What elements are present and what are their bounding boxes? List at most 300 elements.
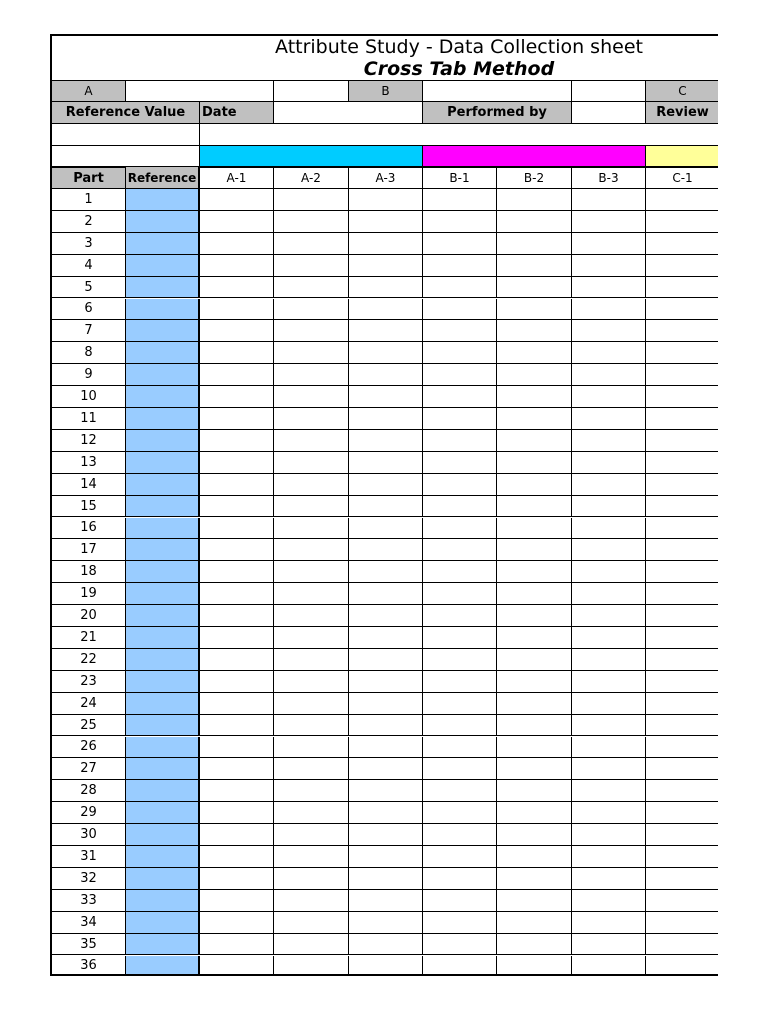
trial-cell[interactable]	[572, 299, 646, 321]
trial-cell[interactable]	[572, 474, 646, 496]
trial-cell[interactable]	[200, 605, 274, 627]
trial-cell[interactable]	[646, 605, 718, 627]
trial-cell[interactable]	[646, 561, 718, 583]
trial-cell[interactable]	[200, 233, 274, 255]
trial-cell[interactable]	[423, 846, 497, 868]
trial-cell[interactable]	[572, 627, 646, 649]
trial-cell[interactable]	[423, 934, 497, 956]
reference-cell[interactable]	[126, 912, 200, 934]
reference-cell[interactable]	[126, 474, 200, 496]
trial-cell[interactable]	[572, 518, 646, 540]
trial-cell[interactable]	[200, 277, 274, 299]
trial-cell[interactable]	[274, 758, 349, 780]
trial-cell[interactable]	[572, 934, 646, 956]
trial-cell[interactable]	[646, 255, 718, 277]
trial-cell[interactable]	[497, 934, 572, 956]
trial-cell[interactable]	[423, 693, 497, 715]
reference-cell[interactable]	[126, 868, 200, 890]
trial-cell[interactable]	[572, 255, 646, 277]
trial-cell[interactable]	[572, 496, 646, 518]
trial-cell[interactable]	[274, 868, 349, 890]
trial-cell[interactable]	[349, 539, 423, 561]
date-field[interactable]	[274, 102, 423, 124]
trial-cell[interactable]	[423, 386, 497, 408]
trial-cell[interactable]	[497, 277, 572, 299]
trial-cell[interactable]	[497, 758, 572, 780]
trial-cell[interactable]	[646, 539, 718, 561]
reference-cell[interactable]	[126, 277, 200, 299]
trial-cell[interactable]	[349, 255, 423, 277]
trial-cell[interactable]	[200, 583, 274, 605]
trial-cell[interactable]	[349, 671, 423, 693]
trial-cell[interactable]	[274, 693, 349, 715]
trial-cell[interactable]	[497, 408, 572, 430]
trial-cell[interactable]	[349, 386, 423, 408]
trial-cell[interactable]	[200, 780, 274, 802]
reference-cell[interactable]	[126, 583, 200, 605]
trial-cell[interactable]	[200, 189, 274, 211]
trial-cell[interactable]	[423, 802, 497, 824]
trial-cell[interactable]	[572, 364, 646, 386]
trial-cell[interactable]	[274, 408, 349, 430]
trial-cell[interactable]	[646, 802, 718, 824]
reference-cell[interactable]	[126, 408, 200, 430]
trial-cell[interactable]	[349, 408, 423, 430]
trial-cell[interactable]	[200, 386, 274, 408]
reference-cell[interactable]	[126, 758, 200, 780]
trial-cell[interactable]	[274, 299, 349, 321]
trial-cell[interactable]	[646, 452, 718, 474]
trial-cell[interactable]	[274, 649, 349, 671]
reference-cell[interactable]	[126, 255, 200, 277]
trial-cell[interactable]	[349, 934, 423, 956]
trial-cell[interactable]	[274, 518, 349, 540]
trial-cell[interactable]	[200, 868, 274, 890]
performed-by-field[interactable]	[572, 102, 646, 124]
trial-cell[interactable]	[646, 518, 718, 540]
trial-cell[interactable]	[572, 802, 646, 824]
trial-cell[interactable]	[572, 211, 646, 233]
trial-cell[interactable]	[423, 583, 497, 605]
trial-cell[interactable]	[497, 211, 572, 233]
trial-cell[interactable]	[423, 956, 497, 977]
trial-cell[interactable]	[200, 649, 274, 671]
trial-cell[interactable]	[646, 758, 718, 780]
trial-cell[interactable]	[423, 496, 497, 518]
trial-cell[interactable]	[572, 342, 646, 364]
trial-cell[interactable]	[497, 780, 572, 802]
trial-cell[interactable]	[646, 386, 718, 408]
trial-cell[interactable]	[646, 715, 718, 737]
reference-cell[interactable]	[126, 737, 200, 759]
trial-cell[interactable]	[274, 671, 349, 693]
trial-cell[interactable]	[646, 693, 718, 715]
trial-cell[interactable]	[349, 890, 423, 912]
reference-cell[interactable]	[126, 518, 200, 540]
trial-cell[interactable]	[497, 956, 572, 977]
trial-cell[interactable]	[200, 430, 274, 452]
trial-cell[interactable]	[274, 452, 349, 474]
trial-cell[interactable]	[423, 364, 497, 386]
trial-cell[interactable]	[274, 583, 349, 605]
trial-cell[interactable]	[572, 671, 646, 693]
trial-cell[interactable]	[423, 671, 497, 693]
trial-cell[interactable]	[646, 342, 718, 364]
trial-cell[interactable]	[572, 320, 646, 342]
trial-cell[interactable]	[200, 956, 274, 977]
trial-cell[interactable]	[497, 583, 572, 605]
trial-cell[interactable]	[572, 189, 646, 211]
trial-cell[interactable]	[497, 518, 572, 540]
trial-cell[interactable]	[200, 715, 274, 737]
trial-cell[interactable]	[349, 364, 423, 386]
trial-cell[interactable]	[497, 430, 572, 452]
trial-cell[interactable]	[274, 890, 349, 912]
trial-cell[interactable]	[572, 561, 646, 583]
trial-cell[interactable]	[349, 737, 423, 759]
reference-cell[interactable]	[126, 802, 200, 824]
trial-cell[interactable]	[497, 364, 572, 386]
trial-cell[interactable]	[200, 671, 274, 693]
trial-cell[interactable]	[646, 868, 718, 890]
reference-cell[interactable]	[126, 715, 200, 737]
reference-cell[interactable]	[126, 671, 200, 693]
trial-cell[interactable]	[423, 561, 497, 583]
trial-cell[interactable]	[274, 539, 349, 561]
trial-cell[interactable]	[349, 299, 423, 321]
trial-cell[interactable]	[572, 430, 646, 452]
trial-cell[interactable]	[646, 934, 718, 956]
trial-cell[interactable]	[349, 320, 423, 342]
trial-cell[interactable]	[274, 802, 349, 824]
trial-cell[interactable]	[572, 452, 646, 474]
trial-cell[interactable]	[646, 671, 718, 693]
trial-cell[interactable]	[423, 715, 497, 737]
trial-cell[interactable]	[646, 496, 718, 518]
trial-cell[interactable]	[423, 255, 497, 277]
trial-cell[interactable]	[497, 320, 572, 342]
reference-cell[interactable]	[126, 780, 200, 802]
trial-cell[interactable]	[423, 299, 497, 321]
trial-cell[interactable]	[349, 780, 423, 802]
trial-cell[interactable]	[200, 802, 274, 824]
trial-cell[interactable]	[349, 452, 423, 474]
trial-cell[interactable]	[572, 780, 646, 802]
trial-cell[interactable]	[274, 912, 349, 934]
trial-cell[interactable]	[646, 233, 718, 255]
trial-cell[interactable]	[497, 737, 572, 759]
trial-cell[interactable]	[497, 649, 572, 671]
trial-cell[interactable]	[423, 758, 497, 780]
reference-cell[interactable]	[126, 386, 200, 408]
trial-cell[interactable]	[646, 627, 718, 649]
trial-cell[interactable]	[423, 430, 497, 452]
trial-cell[interactable]	[572, 846, 646, 868]
trial-cell[interactable]	[274, 846, 349, 868]
trial-cell[interactable]	[423, 627, 497, 649]
appraiser-a-extra-field[interactable]	[274, 80, 349, 102]
reference-cell[interactable]	[126, 320, 200, 342]
trial-cell[interactable]	[497, 386, 572, 408]
reference-cell[interactable]	[126, 693, 200, 715]
trial-cell[interactable]	[200, 496, 274, 518]
trial-cell[interactable]	[349, 211, 423, 233]
trial-cell[interactable]	[572, 956, 646, 977]
appraiser-a-name-field[interactable]	[126, 80, 274, 102]
reference-cell[interactable]	[126, 342, 200, 364]
trial-cell[interactable]	[349, 474, 423, 496]
trial-cell[interactable]	[423, 342, 497, 364]
reference-cell[interactable]	[126, 605, 200, 627]
trial-cell[interactable]	[200, 364, 274, 386]
trial-cell[interactable]	[200, 299, 274, 321]
trial-cell[interactable]	[349, 605, 423, 627]
trial-cell[interactable]	[274, 364, 349, 386]
trial-cell[interactable]	[274, 430, 349, 452]
trial-cell[interactable]	[572, 539, 646, 561]
trial-cell[interactable]	[497, 627, 572, 649]
trial-cell[interactable]	[423, 649, 497, 671]
trial-cell[interactable]	[646, 277, 718, 299]
trial-cell[interactable]	[349, 189, 423, 211]
reference-cell[interactable]	[126, 934, 200, 956]
trial-cell[interactable]	[497, 868, 572, 890]
trial-cell[interactable]	[572, 583, 646, 605]
trial-cell[interactable]	[497, 802, 572, 824]
trial-cell[interactable]	[497, 452, 572, 474]
trial-cell[interactable]	[200, 342, 274, 364]
reference-cell[interactable]	[126, 649, 200, 671]
reference-cell[interactable]	[126, 824, 200, 846]
trial-cell[interactable]	[349, 956, 423, 977]
trial-cell[interactable]	[572, 715, 646, 737]
trial-cell[interactable]	[497, 890, 572, 912]
trial-cell[interactable]	[423, 605, 497, 627]
trial-cell[interactable]	[646, 211, 718, 233]
trial-cell[interactable]	[572, 912, 646, 934]
trial-cell[interactable]	[497, 715, 572, 737]
trial-cell[interactable]	[274, 189, 349, 211]
trial-cell[interactable]	[572, 693, 646, 715]
reference-cell[interactable]	[126, 233, 200, 255]
trial-cell[interactable]	[646, 956, 718, 977]
trial-cell[interactable]	[200, 255, 274, 277]
trial-cell[interactable]	[274, 386, 349, 408]
trial-cell[interactable]	[572, 868, 646, 890]
trial-cell[interactable]	[349, 693, 423, 715]
trial-cell[interactable]	[349, 342, 423, 364]
trial-cell[interactable]	[349, 868, 423, 890]
trial-cell[interactable]	[646, 320, 718, 342]
trial-cell[interactable]	[200, 693, 274, 715]
reference-cell[interactable]	[126, 364, 200, 386]
trial-cell[interactable]	[200, 408, 274, 430]
reference-cell[interactable]	[126, 627, 200, 649]
part-number: 22	[52, 649, 126, 671]
trial-cell[interactable]	[200, 561, 274, 583]
trial-cell[interactable]	[572, 605, 646, 627]
trial-cell[interactable]	[349, 627, 423, 649]
trial-cell[interactable]	[200, 539, 274, 561]
trial-cell[interactable]	[423, 408, 497, 430]
trial-cell[interactable]	[274, 255, 349, 277]
part-number: 28	[52, 780, 126, 802]
trial-cell[interactable]	[497, 671, 572, 693]
trial-cell[interactable]	[423, 539, 497, 561]
trial-cell[interactable]	[200, 474, 274, 496]
trial-cell[interactable]	[497, 846, 572, 868]
trial-cell[interactable]	[200, 758, 274, 780]
reference-cell[interactable]	[126, 956, 200, 977]
trial-cell[interactable]	[423, 518, 497, 540]
trial-cell[interactable]	[497, 233, 572, 255]
trial-cell[interactable]	[572, 824, 646, 846]
trial-cell[interactable]	[497, 189, 572, 211]
trial-cell[interactable]	[423, 737, 497, 759]
trial-cell[interactable]	[423, 912, 497, 934]
trial-cell[interactable]	[646, 364, 718, 386]
trial-cell[interactable]	[646, 474, 718, 496]
trial-cell[interactable]	[274, 737, 349, 759]
trial-cell[interactable]	[200, 452, 274, 474]
trial-cell[interactable]	[349, 518, 423, 540]
trial-cell[interactable]	[274, 956, 349, 977]
reference-cell[interactable]	[126, 452, 200, 474]
trial-cell[interactable]	[572, 890, 646, 912]
trial-cell[interactable]	[349, 583, 423, 605]
trial-cell[interactable]	[423, 277, 497, 299]
trial-cell[interactable]	[497, 605, 572, 627]
trial-cell[interactable]	[349, 561, 423, 583]
trial-cell[interactable]	[274, 277, 349, 299]
trial-cell[interactable]	[497, 561, 572, 583]
trial-cell[interactable]	[646, 189, 718, 211]
trial-cell[interactable]	[349, 824, 423, 846]
trial-cell[interactable]	[646, 408, 718, 430]
trial-cell[interactable]	[497, 474, 572, 496]
reference-cell[interactable]	[126, 539, 200, 561]
appraiser-b-extra-field[interactable]	[572, 80, 646, 102]
trial-cell[interactable]	[646, 430, 718, 452]
trial-cell[interactable]	[423, 868, 497, 890]
trial-cell[interactable]	[274, 561, 349, 583]
trial-cell[interactable]	[423, 452, 497, 474]
trial-cell[interactable]	[572, 386, 646, 408]
trial-cell[interactable]	[349, 758, 423, 780]
trial-cell[interactable]	[646, 583, 718, 605]
trial-cell[interactable]	[423, 320, 497, 342]
trial-cell[interactable]	[349, 649, 423, 671]
trial-cell[interactable]	[274, 496, 349, 518]
reference-cell[interactable]	[126, 189, 200, 211]
trial-cell[interactable]	[572, 277, 646, 299]
trial-cell[interactable]	[200, 737, 274, 759]
reference-cell[interactable]	[126, 496, 200, 518]
trial-cell[interactable]	[646, 912, 718, 934]
trial-cell[interactable]	[274, 474, 349, 496]
trial-cell[interactable]	[200, 890, 274, 912]
trial-cell[interactable]	[646, 299, 718, 321]
appraiser-b-name-field[interactable]	[423, 80, 572, 102]
trial-cell[interactable]	[274, 780, 349, 802]
trial-cell[interactable]	[200, 518, 274, 540]
trial-cell[interactable]	[274, 627, 349, 649]
trial-cell[interactable]	[274, 233, 349, 255]
trial-cell[interactable]	[423, 211, 497, 233]
trial-cell[interactable]	[274, 342, 349, 364]
trial-cell[interactable]	[349, 802, 423, 824]
trial-cell[interactable]	[572, 408, 646, 430]
trial-cell[interactable]	[497, 693, 572, 715]
trial-cell[interactable]	[646, 846, 718, 868]
trial-cell[interactable]	[646, 890, 718, 912]
reference-cell[interactable]	[126, 890, 200, 912]
trial-cell[interactable]	[274, 934, 349, 956]
trial-cell[interactable]	[497, 496, 572, 518]
trial-cell[interactable]	[274, 211, 349, 233]
trial-cell[interactable]	[200, 211, 274, 233]
trial-cell[interactable]	[572, 649, 646, 671]
trial-cell[interactable]	[200, 846, 274, 868]
reference-cell[interactable]	[126, 561, 200, 583]
trial-cell[interactable]	[423, 233, 497, 255]
trial-cell[interactable]	[646, 737, 718, 759]
trial-cell[interactable]	[200, 627, 274, 649]
trial-cell[interactable]	[497, 299, 572, 321]
trial-cell[interactable]	[349, 233, 423, 255]
trial-cell[interactable]	[349, 912, 423, 934]
trial-cell[interactable]	[497, 342, 572, 364]
trial-cell[interactable]	[497, 255, 572, 277]
trial-cell[interactable]	[423, 474, 497, 496]
trial-cell[interactable]	[200, 824, 274, 846]
reference-cell[interactable]	[126, 211, 200, 233]
reference-cell[interactable]	[126, 299, 200, 321]
trial-cell[interactable]	[349, 496, 423, 518]
reference-cell[interactable]	[126, 846, 200, 868]
trial-cell[interactable]	[274, 824, 349, 846]
trial-cell[interactable]	[349, 277, 423, 299]
trial-cell[interactable]	[423, 824, 497, 846]
trial-cell[interactable]	[646, 780, 718, 802]
reference-value-field-2[interactable]	[52, 146, 200, 167]
trial-cell[interactable]	[497, 912, 572, 934]
trial-cell[interactable]	[423, 189, 497, 211]
trial-cell[interactable]	[200, 934, 274, 956]
trial-cell[interactable]	[349, 715, 423, 737]
trial-cell[interactable]	[200, 912, 274, 934]
reference-value-field-1[interactable]	[52, 124, 200, 146]
trial-cell[interactable]	[423, 780, 497, 802]
trial-cell[interactable]	[646, 649, 718, 671]
trial-cell[interactable]	[497, 539, 572, 561]
trial-cell[interactable]	[497, 824, 572, 846]
trial-cell[interactable]	[572, 758, 646, 780]
part-number: 12	[52, 430, 126, 452]
trial-cell[interactable]	[274, 605, 349, 627]
reference-cell[interactable]	[126, 430, 200, 452]
trial-cell[interactable]	[423, 890, 497, 912]
trial-cell[interactable]	[200, 320, 274, 342]
trial-cell[interactable]	[349, 846, 423, 868]
trial-cell[interactable]	[349, 430, 423, 452]
trial-cell[interactable]	[646, 824, 718, 846]
date-label: Date	[200, 102, 274, 124]
trial-cell[interactable]	[572, 737, 646, 759]
trial-cell[interactable]	[572, 233, 646, 255]
trial-cell[interactable]	[274, 715, 349, 737]
trial-cell[interactable]	[274, 320, 349, 342]
